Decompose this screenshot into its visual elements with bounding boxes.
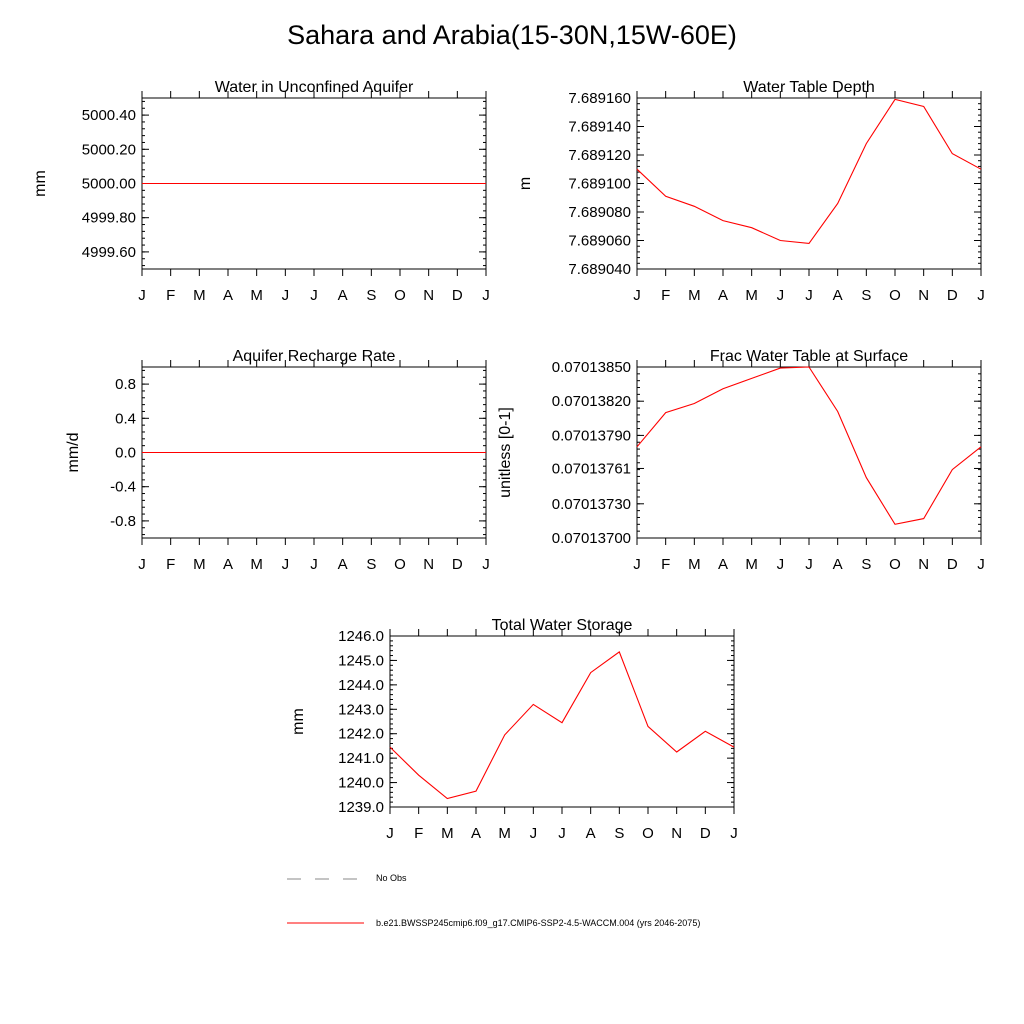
x-tick-label-3-9: O: [889, 556, 901, 573]
y-tick-label-3-2: 0.07013761: [551, 460, 631, 478]
y-tick-label-4-3: 1242.0: [338, 725, 384, 743]
x-tick-label-3-7: A: [832, 556, 843, 573]
y-tick-label-4-7: 1246.0: [338, 628, 384, 645]
y-tick-label-2-2: 0.0: [115, 444, 136, 462]
x-tick-label-1-6: J: [805, 287, 813, 304]
y-tick-label-1-5: 7.689140: [568, 118, 631, 136]
y-tick-label-1-0: 7.689040: [568, 261, 631, 278]
y-tick-label-1-1: 7.689060: [568, 232, 631, 250]
x-tick-label-3-3: A: [717, 556, 729, 573]
x-tick-label-0-0: J: [138, 287, 146, 304]
x-tick-label-4-2: M: [441, 825, 454, 842]
x-tick-label-2-2: M: [193, 556, 206, 573]
x-tick-label-4-12: J: [730, 825, 738, 842]
y-tick-label-4-1: 1240.0: [338, 774, 384, 792]
x-tick-label-0-7: A: [337, 287, 348, 304]
x-tick-label-1-10: N: [918, 287, 930, 304]
y-tick-label-2-0: -0.8: [110, 512, 136, 530]
main-title: Sahara and Arabia(15-30N,15W-60E): [287, 20, 737, 50]
y-axis-label-3: unitless [0-1]: [497, 407, 514, 498]
x-tick-label-3-5: J: [776, 556, 785, 573]
x-tick-label-4-8: S: [614, 825, 625, 842]
y-tick-label-4-5: 1244.0: [338, 676, 384, 694]
x-tick-label-3-6: J: [805, 556, 813, 573]
y-tick-label-2-1: -0.4: [110, 478, 136, 496]
y-tick-label-4-0: 1239.0: [338, 799, 384, 816]
subplot-title-1: Water Table Depth: [743, 79, 875, 96]
y-tick-label-3-0: 0.07013700: [551, 530, 631, 547]
y-tick-label-0-0: 4999.60: [81, 243, 136, 261]
subplot-title-3: Frac Water Table at Surface: [709, 348, 909, 365]
x-tick-label-4-9: O: [642, 825, 654, 842]
legend-label-no-obs: No Obs: [376, 873, 407, 883]
y-tick-label-0-4: 5000.40: [81, 107, 136, 125]
y-tick-label-1-2: 7.689080: [568, 204, 631, 221]
plot-frame-4: [390, 636, 734, 807]
y-tick-label-1-3: 7.689100: [568, 175, 631, 193]
x-tick-label-1-3: A: [717, 287, 729, 304]
y-tick-label-4-2: 1241.0: [338, 750, 384, 768]
y-tick-label-1-6: 7.689160: [568, 90, 631, 107]
x-tick-label-2-9: O: [394, 556, 406, 573]
x-tick-label-2-8: S: [366, 556, 377, 573]
x-tick-label-4-7: A: [585, 825, 596, 842]
x-tick-label-1-8: S: [861, 287, 872, 304]
y-tick-label-3-1: 0.07013730: [551, 495, 631, 513]
y-tick-label-4-6: 1245.0: [338, 652, 384, 670]
x-tick-label-3-12: J: [977, 556, 985, 573]
x-tick-label-1-0: J: [633, 287, 641, 304]
legend-label-model: b.e21.BWSSP245cmip6.f09_g17.CMIP6-SSP2-4.5-WACCM.004 (yrs 2046-2075): [376, 918, 701, 928]
x-tick-label-0-8: S: [366, 287, 377, 304]
x-tick-label-0-11: D: [451, 287, 463, 304]
x-tick-label-3-8: S: [861, 556, 872, 573]
x-tick-label-1-12: J: [977, 287, 985, 304]
x-tick-label-3-1: F: [661, 556, 671, 573]
y-axis-label-2: mm/d: [65, 432, 82, 473]
x-tick-label-0-6: J: [310, 287, 318, 304]
x-tick-label-3-11: D: [946, 556, 958, 573]
y-tick-label-3-3: 0.07013790: [551, 427, 631, 445]
x-tick-label-4-0: J: [386, 825, 394, 842]
x-tick-label-3-0: J: [633, 556, 641, 573]
y-tick-label-2-4: 0.8: [115, 376, 136, 394]
x-tick-label-2-12: J: [482, 556, 490, 573]
x-tick-label-3-2: M: [688, 556, 701, 573]
x-tick-label-4-1: F: [414, 825, 424, 842]
x-tick-label-1-11: D: [946, 287, 958, 304]
subplot-title-0: Water in Unconfined Aquifer: [214, 79, 414, 96]
y-tick-label-0-2: 5000.00: [81, 175, 136, 193]
y-tick-label-2-3: 0.4: [115, 410, 136, 428]
plot-frame-3: [637, 367, 981, 538]
series-line-3-0: [637, 367, 981, 524]
x-tick-label-0-10: N: [423, 287, 435, 304]
series-line-1-0: [637, 99, 981, 243]
x-tick-label-1-4: M: [745, 287, 758, 304]
x-tick-label-1-7: A: [832, 287, 843, 304]
y-axis-label-4: mm: [290, 708, 307, 735]
x-tick-label-2-10: N: [423, 556, 435, 573]
x-tick-label-4-11: D: [699, 825, 711, 842]
x-tick-label-4-5: J: [529, 825, 538, 842]
subplot-title-2: Aquifer Recharge Rate: [232, 348, 396, 365]
x-tick-label-0-12: J: [482, 287, 490, 304]
x-tick-label-2-7: A: [337, 556, 348, 573]
y-axis-label-1: m: [517, 176, 534, 191]
x-tick-label-1-9: O: [889, 287, 901, 304]
x-tick-label-2-3: A: [222, 556, 234, 573]
x-tick-label-1-1: F: [661, 287, 671, 304]
y-axis-label-0: mm: [32, 170, 49, 197]
x-tick-label-4-4: M: [498, 825, 511, 842]
y-tick-label-0-1: 4999.80: [81, 209, 136, 227]
x-tick-label-3-10: N: [918, 556, 930, 573]
x-tick-label-0-4: M: [250, 287, 263, 304]
y-tick-label-3-5: 0.07013850: [551, 359, 631, 376]
y-tick-label-4-4: 1243.0: [338, 701, 384, 719]
x-tick-label-4-3: A: [470, 825, 482, 842]
x-tick-label-0-9: O: [394, 287, 406, 304]
x-tick-label-2-11: D: [451, 556, 463, 573]
x-tick-label-0-2: M: [193, 287, 206, 304]
x-tick-label-2-0: J: [138, 556, 146, 573]
x-tick-label-1-5: J: [776, 287, 785, 304]
y-tick-label-1-4: 7.689120: [568, 147, 631, 164]
x-tick-label-0-3: A: [222, 287, 234, 304]
subplot-title-4: Total Water Storage: [491, 617, 633, 634]
x-tick-label-4-6: J: [558, 825, 566, 842]
x-tick-label-4-10: N: [671, 825, 683, 842]
series-line-4-0: [390, 652, 734, 799]
y-tick-label-0-3: 5000.20: [81, 141, 136, 159]
y-tick-label-3-4: 0.07013820: [551, 393, 631, 411]
x-tick-label-0-5: J: [281, 287, 290, 304]
x-tick-label-2-4: M: [250, 556, 263, 573]
x-tick-label-1-2: M: [688, 287, 701, 304]
x-tick-label-2-6: J: [310, 556, 318, 573]
x-tick-label-0-1: F: [166, 287, 176, 304]
x-tick-label-3-4: M: [745, 556, 758, 573]
x-tick-label-2-5: J: [281, 556, 290, 573]
x-tick-label-2-1: F: [166, 556, 176, 573]
